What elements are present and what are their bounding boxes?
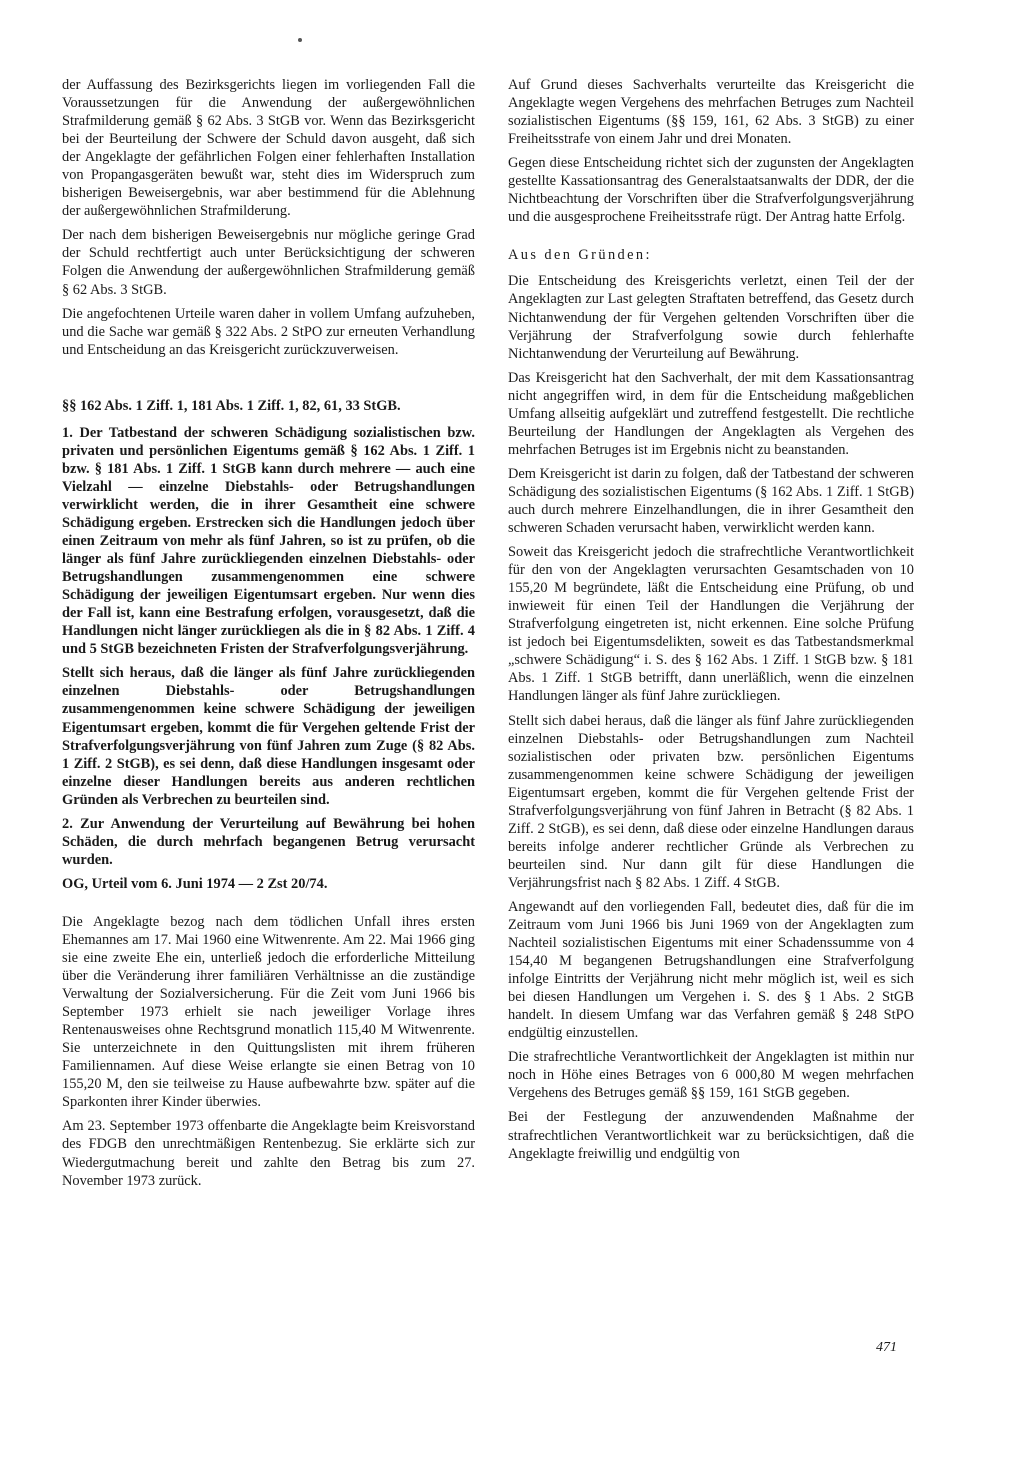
paragraph: Soweit das Kreisgericht jedoch die strafrechtliche Verantwortlichkeit für den von der Angeklagten verursachten Gesamtschaden von 10 155,20 M begründete, läßt die Entscheidung eine Prüfung, ob und inwieweit für einen Teil der Handlungen die Verjährung der Strafverfolgung eingetreten ist, nicht erkennen. Eine solche Prüfung ist jedoch bei Eigentumsdelikten, soweit es das Tatbestandsmerkmal „schwere Schädigung“ i. S. des § 162 Abs. 1 Ziff. 1 StGB bzw. § 181 Abs. 1 Ziff. 1 StGB betrifft, dann unerläßlich, wenn die einzelnen Handlungen länger als fünf Jahre zurückliegen. xyxy=(508,544,914,705)
section-heading: Aus den Gründen: xyxy=(508,247,652,264)
paragraph: Die strafrechtliche Verantwortlichkeit der Angeklagten ist mithin nur noch in Höhe eines Betrages von 6 000,80 M wegen mehrfachen Vergehens des Betruges gemäß §§ 159, 161 StGB gegeben. xyxy=(508,1049,914,1102)
headnote: 1. Der Tatbestand der schweren Schädigung sozialistischen bzw. privaten und persönlichen Eigentums gemäß § 162 Abs. 1 Ziff. 1 bzw. § 181 Abs. 1 Ziff. 1 StGB kann durch mehrere — auch eine Vielzahl — einzelne Diebstahls- oder Betrugshandlungen verwirklicht werden, die in ihrer Gesamtheit eine schwere Schädigung ergeben. Erstrecken sich die Handlungen jedoch über einen Zeitraum von mehr als fünf Jahren, so ist zu prüfen, ob die länger als fünf Jahre zurückliegenden einzelnen Diebstahls- oder Betrugshandlungen zusammengenommen eine schwere Schädigung der jeweiligen Eigentumsart ergeben. Nur wenn dies der Fall ist, kann eine Bestrafung erfolgen, vorausgesetzt, daß die Handlungen nicht länger zurückliegen als die in § 82 Abs. 1 Ziff. 4 und 5 StGB bezeichneten Fristen der Strafverfolgungsverjährung. xyxy=(62,424,475,658)
page-number: 471 xyxy=(876,1340,897,1355)
case-reference: OG, Urteil vom 6. Juni 1974 — 2 Zst 20/74. xyxy=(62,875,328,892)
paragraph: Der nach dem bisherigen Beweisergebnis nur mögliche geringe Grad der Schuld rechtfertigt auch unter Berücksichtigung der schweren Folgen die Anwendung der außergewöhnlichen Strafmilderung gemäß § 62 Abs. 3 StGB. xyxy=(62,227,475,298)
headnote: 2. Zur Anwendung der Verurteilung auf Bewährung bei hohen Schäden, die durch mehrfach begangenen Betrug verursacht wurden. xyxy=(62,815,475,868)
paragraph: Auf Grund dieses Sachverhalts verurteilte das Kreisgericht die Angeklagte wegen Vergehens des mehrfachen Betruges zum Nachteil sozialistischen Eigentums (§§ 159, 161, 62 Abs. 3 StGB) zu einer Freiheitsstrafe von einem Jahr und drei Monaten. xyxy=(508,77,914,148)
left-column xyxy=(62,76,475,1196)
paragraph: Am 23. September 1973 offenbarte die Angeklagte beim Kreisvorstand des FDGB den unrechtmäßigen Rentenbezug. Sie erklärte sich zur Wiedergutmachung bereit und zahlte den Betrag bis zum 27. November 1973 zurück. xyxy=(62,1118,475,1189)
paragraph: Dem Kreisgericht ist darin zu folgen, daß der Tatbestand der schweren Schädigung des sozialistischen Eigentums (§ 162 Abs. 1 Ziff. 1 StGB) auch durch mehrere Einzelhandlungen, die in ihrer Gesamtheit den schweren Schaden verursacht haben, verwirklicht werden kann. xyxy=(508,465,914,537)
headnote: Stellt sich heraus, daß die länger als fünf Jahre zurückliegenden einzelnen Diebstahls- oder Betrugshandlungen zusammengenommen keine schwere Schädigung der jeweiligen Eigentumsart ergeben, kommt die für Vergehen geltende Frist der Strafverfolgungsverjährung von fünf Jahren zum Zuge (§ 82 Abs. 1 Ziff. 2 StGB), es sei denn, daß diese Handlungen insgesamt oder einzelne dieser Handlungen bereits aus anderen rechtlichen Gründen als Verbrechen zu beurteilen sind. xyxy=(62,665,475,808)
paragraph: Angewandt auf den vorliegenden Fall, bedeutet dies, daß für die im Zeitraum vom Juni 1966 bis Juni 1969 von der Angeklagten zum Nachteil sozialistischen Eigentums mit einer Schadenssumme von 4 154,40 M begangenen Betrugshandlungen eine Strafverfolgung infolge Eintritts der Verjährung nicht mehr möglich ist, weil es sich bei diesen Handlungen um Vergehen i. S. des § 1 Abs. 2 StGB handelt. In diesem Umfang war das Verfahren gemäß § 248 StPO endgültig einzustellen. xyxy=(508,898,914,1042)
paragraph: Die Entscheidung des Kreisgerichts verletzt, einen Teil der der Angeklagten zur Last gelegten Straftaten betreffend, das Gesetz durch Nichtanwendung der für Vergehen geltenden Vorschriften über die Verjährung der Strafverfolgung sowie durch fehlerhafte Nichtanwendung der Verurteilung auf Bewährung. xyxy=(508,273,914,362)
paragraph: Gegen diese Entscheidung richtet sich der zugunsten der Angeklagten gestellte Kassationsantrag des Generalstaatsanwalts der DDR, der die Nichtbeachtung der Vorschriften über die Strafverfolgungsverjährung und die ausgesprochene Freiheitsstrafe rügt. Der Antrag hatte Erfolg. xyxy=(508,155,914,226)
statute-heading: §§ 162 Abs. 1 Ziff. 1, 181 Abs. 1 Ziff. 1, 82, 61, 33 StGB. xyxy=(62,397,401,414)
paragraph: Das Kreisgericht hat den Sachverhalt, der mit dem Kassationsantrag nicht angegriffen wird, in dem für die Entscheidung maßgeblichen Umfang allseitig aufgeklärt und zutreffend festgestellt. Die rechtliche Beurteilung der Handlungen der Angeklagten als Vergehen des mehrfachen Betruges ist im Ergebnis nicht zu beanstanden. xyxy=(508,369,914,458)
right-column xyxy=(508,76,914,1169)
scan-speck xyxy=(298,38,302,42)
paragraph: der Auffassung des Bezirksgerichts liegen im vorliegenden Fall die Voraussetzungen für die Anwendung der außergewöhnlichen Strafmilderung gemäß § 62 Abs. 3 StGB vor. Wenn das Bezirksgericht bei der Beurteilung der Schwere der Schuld davon ausgeht, daß sich der Angeklagte der gefährlichen Folgen einer fehlerhaften Installation von Propangasgeräten bewußt war, steht dies im Widerspruch zum bisherigen Beweisergebnis, war aber bestimmend für die Ablehnung der außergewöhnlichen Strafmilderung. xyxy=(62,77,475,220)
paragraph: Die angefochtenen Urteile waren daher in vollem Umfang aufzuheben, und die Sache war gemäß § 322 Abs. 2 StPO zur erneuten Verhandlung und Entscheidung an das Kreisgericht zurückzuverweisen. xyxy=(62,305,475,358)
paragraph: Bei der Festlegung der anzuwendenden Maßnahme der strafrechtlichen Verantwortlichkeit war zu berücksichtigen, daß die Angeklagte freiwillig und endgültig von xyxy=(508,1109,914,1162)
paragraph: Die Angeklagte bezog nach dem tödlichen Unfall ihres ersten Ehemannes am 17. Mai 1960 eine Witwenrente. Am 22. Mai 1966 ging sie eine zweite Ehe ein, unterließ jedoch die erforderliche Mitteilung über die Veränderung ihrer familiären Verhältnisse an die zuständige Verwaltung der Sozialversicherung. Für die Zeit vom Juni 1966 bis September 1973 erhielt sie nach jeweiliger Vorlage ihres Rentenausweises ohne Rechtsgrund monatlich 115,40 M Witwenrente. Sie unterzeichnete in den Quittungslisten mit ihrem früheren Familiennamen. Auf diese Weise erlangte sie einen Betrag von 10 155,20 M, den sie teilweise zu Hause aufbewahrte bzw. später auf die Sparkonten ihrer Kinder überwies. xyxy=(62,913,475,1111)
paragraph: Stellt sich dabei heraus, daß die länger als fünf Jahre zurückliegenden einzelnen Diebstahls- oder Betrugshandlungen zum Nachteil sozialistischen oder privaten bzw. persönlichen Eigentums zusammengenommen keine schwere Schädigung der jeweiligen Eigentumsart ergeben, kommt die für Vergehen geltende Frist der Strafverfolgungsverjährung von fünf Jahren in Betracht (§ 82 Abs. 1 Ziff. 2 StGB), es sei denn, daß diese oder einzelne Handlungen daraus bereits infolge anderer rechtlicher Gründe als Verbrechen zu beurteilen sind. Nur dann gilt für diese Handlungen die Verjährungsfrist nach § 82 Abs. 1 Ziff. 4 StGB. xyxy=(508,712,914,891)
